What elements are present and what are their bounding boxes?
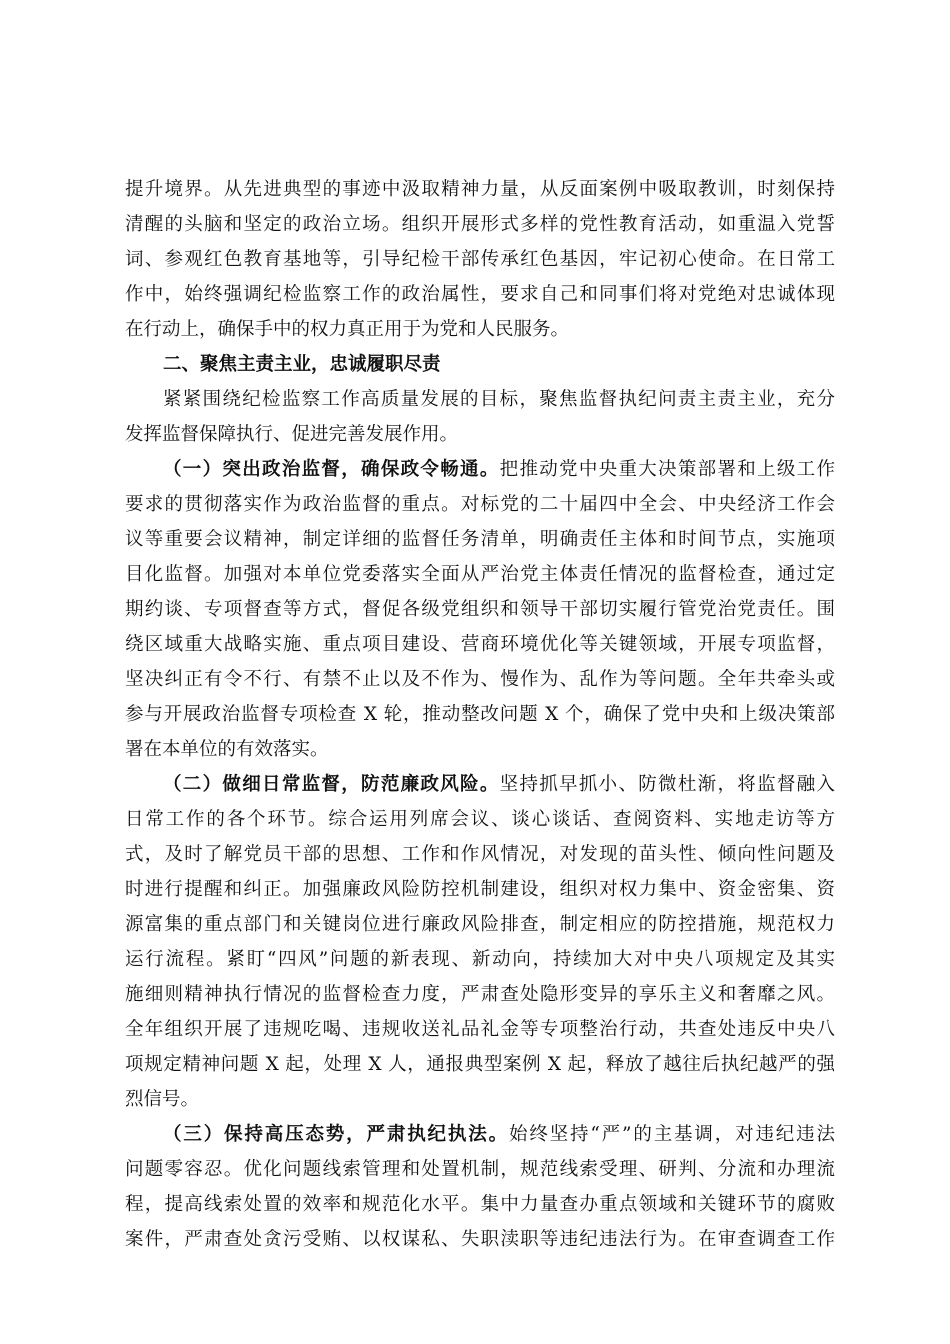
text-line: 参与开展政治监督专项检查 X 轮，推动整改问题 X 个，确保了党中央和上级决策部 [125,704,835,725]
text-line: 署在本单位的有效落实。 [125,739,329,760]
text-line: 紧紧围绕纪检监察工作高质量发展的目标，聚焦监督执纪问责主责主业，充分 [163,389,835,410]
text-line: 程，提高线索处置的效率和规范化水平。集中力量查办重点领域和关键环节的腐败 [125,1194,835,1215]
subheading-text: （二）做细日常监督，防范廉政风险。 [163,774,500,795]
text-line: 问题零容忍。优化问题线索管理和处置机制，规范线索受理、研判、分流和办理流 [125,1159,835,1180]
text-line: 议等重要会议精神，制定详细的监督任务清单，明确责任主体和时间节点，实施项 [125,529,835,550]
text-line: 式，及时了解党员干部的思想、工作和作风情况，对发现的苗头性、倾向性问题及 [125,844,835,865]
text-line: 运行流程。紧盯“四风”问题的新表现、新动向，持续加大对中央八项规定及其实 [125,949,835,970]
text-line: 目化监督。加强对本单位党委落实全面从严治党主体责任情况的监督检查，通过定 [125,564,835,585]
text-line: 在行动上，确保手中的权力真正用于为党和人民服务。 [125,319,570,340]
text-line: 提升境界。从先进典型的事迹中汲取精神力量，从反面案例中吸取教训，时刻保持 [125,179,835,200]
text-line: 施细则精神执行情况的监督检查力度，严肃查处隐形变异的享乐主义和奢靡之风。 [125,984,835,1005]
section-heading [125,350,835,380]
text-line: 源富集的重点部门和关键岗位进行廉政风险排查，制定相应的防控措施，规范权力 [125,914,835,935]
heading-text: 二、聚焦主责主业，忠诚履职尽责 [163,354,441,375]
text-line: 要求的贯彻落实作为政治监督的重点。对标党的二十届四中全会、中央经济工作会 [125,494,835,515]
text-line: 坚决纠正有令不行、有禁不止以及不作为、慢作为、乱作为等问题。全年共牵头或 [125,669,835,690]
text-line: 时进行提醒和纠正。加强廉政风险防控机制建设，组织对权力集中、资金密集、资 [125,879,835,900]
subheading-text: （一）突出政治监督，确保政令畅通。 [163,459,500,480]
subheading-text: （三）保持高压态势，严肃执纪执法。 [163,1124,509,1145]
text-run: 坚持抓早抓小、防微杜渐，将监督融入 [499,774,835,795]
paragraph-lead-line [125,455,835,485]
text-run: 始终坚持“严”的主基调，对违纪违法 [508,1124,835,1145]
text-line: 项规定精神问题 X 起，处理 X 人，通报典型案例 X 起，释放了越往后执纪越严的强 [125,1054,835,1075]
text-line: 全年组织开展了违规吃喝、违规收送礼品礼金等专项整治行动，共查处违反中央八 [125,1019,835,1040]
text-line: 期约谈、专项督查等方式，督促各级党组织和领导干部切实履行管党治党责任。围 [125,599,835,620]
paragraph-lead-line [125,1120,835,1150]
text-line: 词、参观红色教育基地等，引导纪检干部传承红色基因，牢记初心使命。在日常工 [125,249,835,270]
text-line: 日常工作的各个环节。综合运用列席会议、谈心谈话、查阅资料、实地走访等方 [125,809,835,830]
paragraph-lead-line [125,770,835,800]
text-line: 作中，始终强调纪检监察工作的政治属性，要求自己和同事们将对党绝对忠诚体现 [125,284,835,305]
text-line: 清醒的头脑和坚定的政治立场。组织开展形式多样的党性教育活动，如重温入党誓 [125,214,835,235]
text-line: 案件，严肃查处贪污受贿、以权谋私、失职渎职等违纪违法行为。在审查调查工作 [125,1229,835,1250]
text-line: 烈信号。 [125,1089,200,1110]
text-line: 绕区域重大战略实施、重点项目建设、营商环境优化等关键领域，开展专项监督， [125,634,835,655]
text-line: 发挥监督保障执行、促进完善发展作用。 [125,424,459,445]
text-run: 把推动党中央重大决策部署和上级工作 [499,459,835,480]
